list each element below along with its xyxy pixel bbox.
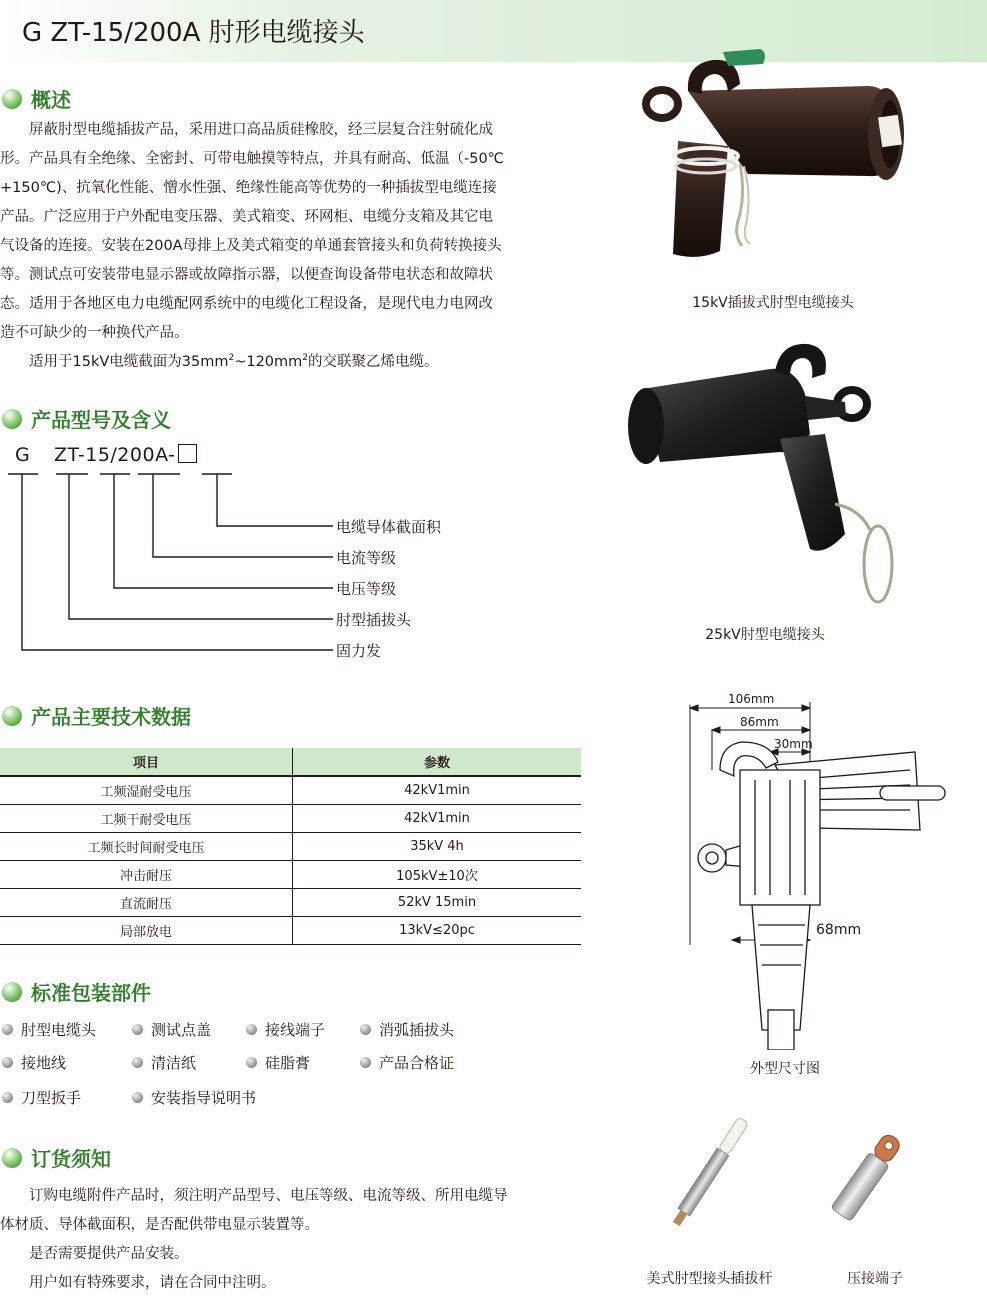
applicable-cable: 适用于15kV电缆截面为$35mm^2\sim 120mm^2$的交联聚乙烯电缆。: [29, 353, 439, 370]
meaning-voltage: 电压等级: [336, 580, 397, 598]
caption-15kv: 15kV插拔式肘型电缆接头: [692, 295, 854, 311]
table-row: 工频长时间耐受电压 35kV 4h: [0, 833, 581, 861]
ordering-heading: 订货须知: [2, 1143, 111, 1172]
page-title: G ZT-15/200A 肘形电缆接头: [22, 18, 365, 48]
caption-lug: 压接端子: [847, 1271, 903, 1287]
list-item: 测试点盖: [132, 1019, 211, 1040]
caption-rod: 美式肘型接头插拔杆: [646, 1271, 773, 1287]
dim-68: 68mm: [816, 922, 862, 938]
table-row: 冲击耐压 105kV±10次: [0, 861, 581, 889]
model-code-g: G: [15, 444, 31, 466]
spec-table: [0, 748, 581, 945]
grey-dot-icon: [2, 1057, 13, 1068]
model-heading: 产品型号及含义: [2, 404, 171, 433]
table-header-row: [0, 748, 581, 776]
table-row: 工频干耐受电压 42kV1min: [0, 805, 581, 833]
overview-text: 屏蔽肘型电缆插拔产品，采用进口高品质硅橡胶，经三层复合注射硫化成 形。产品具有全绝缘、全密封、可带电触摸等特点，并具有耐高、低温（-50℃ +150℃)、抗氧化性能、憎水性强、绝缘性能高等优势的一种插拔型电缆连接 产品。广泛应用于户外配电变压器、美式箱变、环网柜、电缆分支箱及其它电 气设备的连接。安装在200A母排上及美式箱变的单通套管接头和负荷转换接头 等。测试点可安装带电显示器或故障指示器，以便查询设备带电状态和故障状 态。适用于各地区电力电缆配网系统中的电缆化工程设备，是现代电力电网改 造不可缺少的一种换代产品。 适用于15kV电缆截面为$35mm^2\sim 120mm^2$的交联聚乙烯电缆。: [0, 116, 600, 377]
photo-25kv-elbow: [620, 334, 910, 614]
grey-dot-icon: [2, 1024, 13, 1035]
grey-dot-icon: [246, 1057, 257, 1068]
grey-dot-icon: [360, 1024, 371, 1035]
grey-dot-icon: [132, 1024, 143, 1035]
specs-heading: 产品主要技术数据: [2, 701, 191, 730]
grey-dot-icon: [360, 1057, 371, 1068]
list-item: 肘型电缆头: [2, 1019, 96, 1040]
meaning-elbow: 肘型插拔头: [336, 611, 412, 629]
list-item: 安装指导说明书: [132, 1087, 256, 1108]
green-ball-icon: [2, 1148, 22, 1168]
dimension-drawing: [670, 690, 960, 1050]
ordering-text: 订购电缆附件产品时，须注明产品型号、电压等级、电流等级、所用电缆导 体材质、导体截面积，是否配供带电显示装置等。 是否需要提供产品安装。 用户如有特殊要求，请在合同中注明。: [0, 1188, 508, 1291]
grey-dot-icon: [246, 1024, 257, 1035]
table-row: 工频湿耐受电压 42kV1min: [0, 776, 581, 805]
blank-box-icon: [178, 444, 197, 463]
meaning-current: 电流等级: [336, 549, 397, 567]
overview-heading: 概述: [2, 84, 71, 113]
dim-106: 106mm: [728, 692, 775, 706]
meaning-brand: 固力发: [336, 642, 382, 660]
list-item: 硅脂膏: [246, 1052, 310, 1073]
list-item: 接线端子: [246, 1019, 325, 1040]
table-row: 直流耐压 52kV 15min: [0, 889, 581, 917]
photo-15kv-elbow: [628, 46, 918, 276]
list-item: 清洁纸: [132, 1052, 196, 1073]
model-bracket-lines: [0, 466, 340, 661]
photo-insertion-rod: [640, 1110, 780, 1235]
dim-86: 86mm: [740, 715, 779, 729]
caption-25kv: 25kV肘型电缆接头: [705, 627, 825, 643]
green-ball-icon: [2, 982, 22, 1002]
list-item: 接地线: [2, 1052, 66, 1073]
grey-dot-icon: [132, 1092, 143, 1103]
green-ball-icon: [2, 409, 22, 429]
photo-crimp-lug: [810, 1128, 920, 1228]
green-ball-icon: [2, 706, 22, 726]
grey-dot-icon: [2, 1092, 13, 1103]
list-item: 产品合格证: [360, 1052, 454, 1073]
grey-dot-icon: [132, 1057, 143, 1068]
list-item: 刀型扳手: [2, 1087, 81, 1108]
col-param: 参数: [293, 748, 582, 776]
meaning-section-area: 电缆导体截面积: [336, 518, 442, 536]
list-item: 消弧插拔头: [360, 1019, 454, 1040]
packaging-heading: 标准包装部件: [2, 977, 151, 1006]
green-ball-icon: [2, 89, 22, 109]
dim-30: 30mm: [774, 737, 813, 751]
col-item: 项目: [0, 748, 293, 776]
caption-drawing: 外型尺寸图: [750, 1061, 820, 1077]
table-row: 局部放电 13kV≤20pc: [0, 917, 581, 945]
model-code: ZT-15/200A-: [54, 444, 197, 466]
